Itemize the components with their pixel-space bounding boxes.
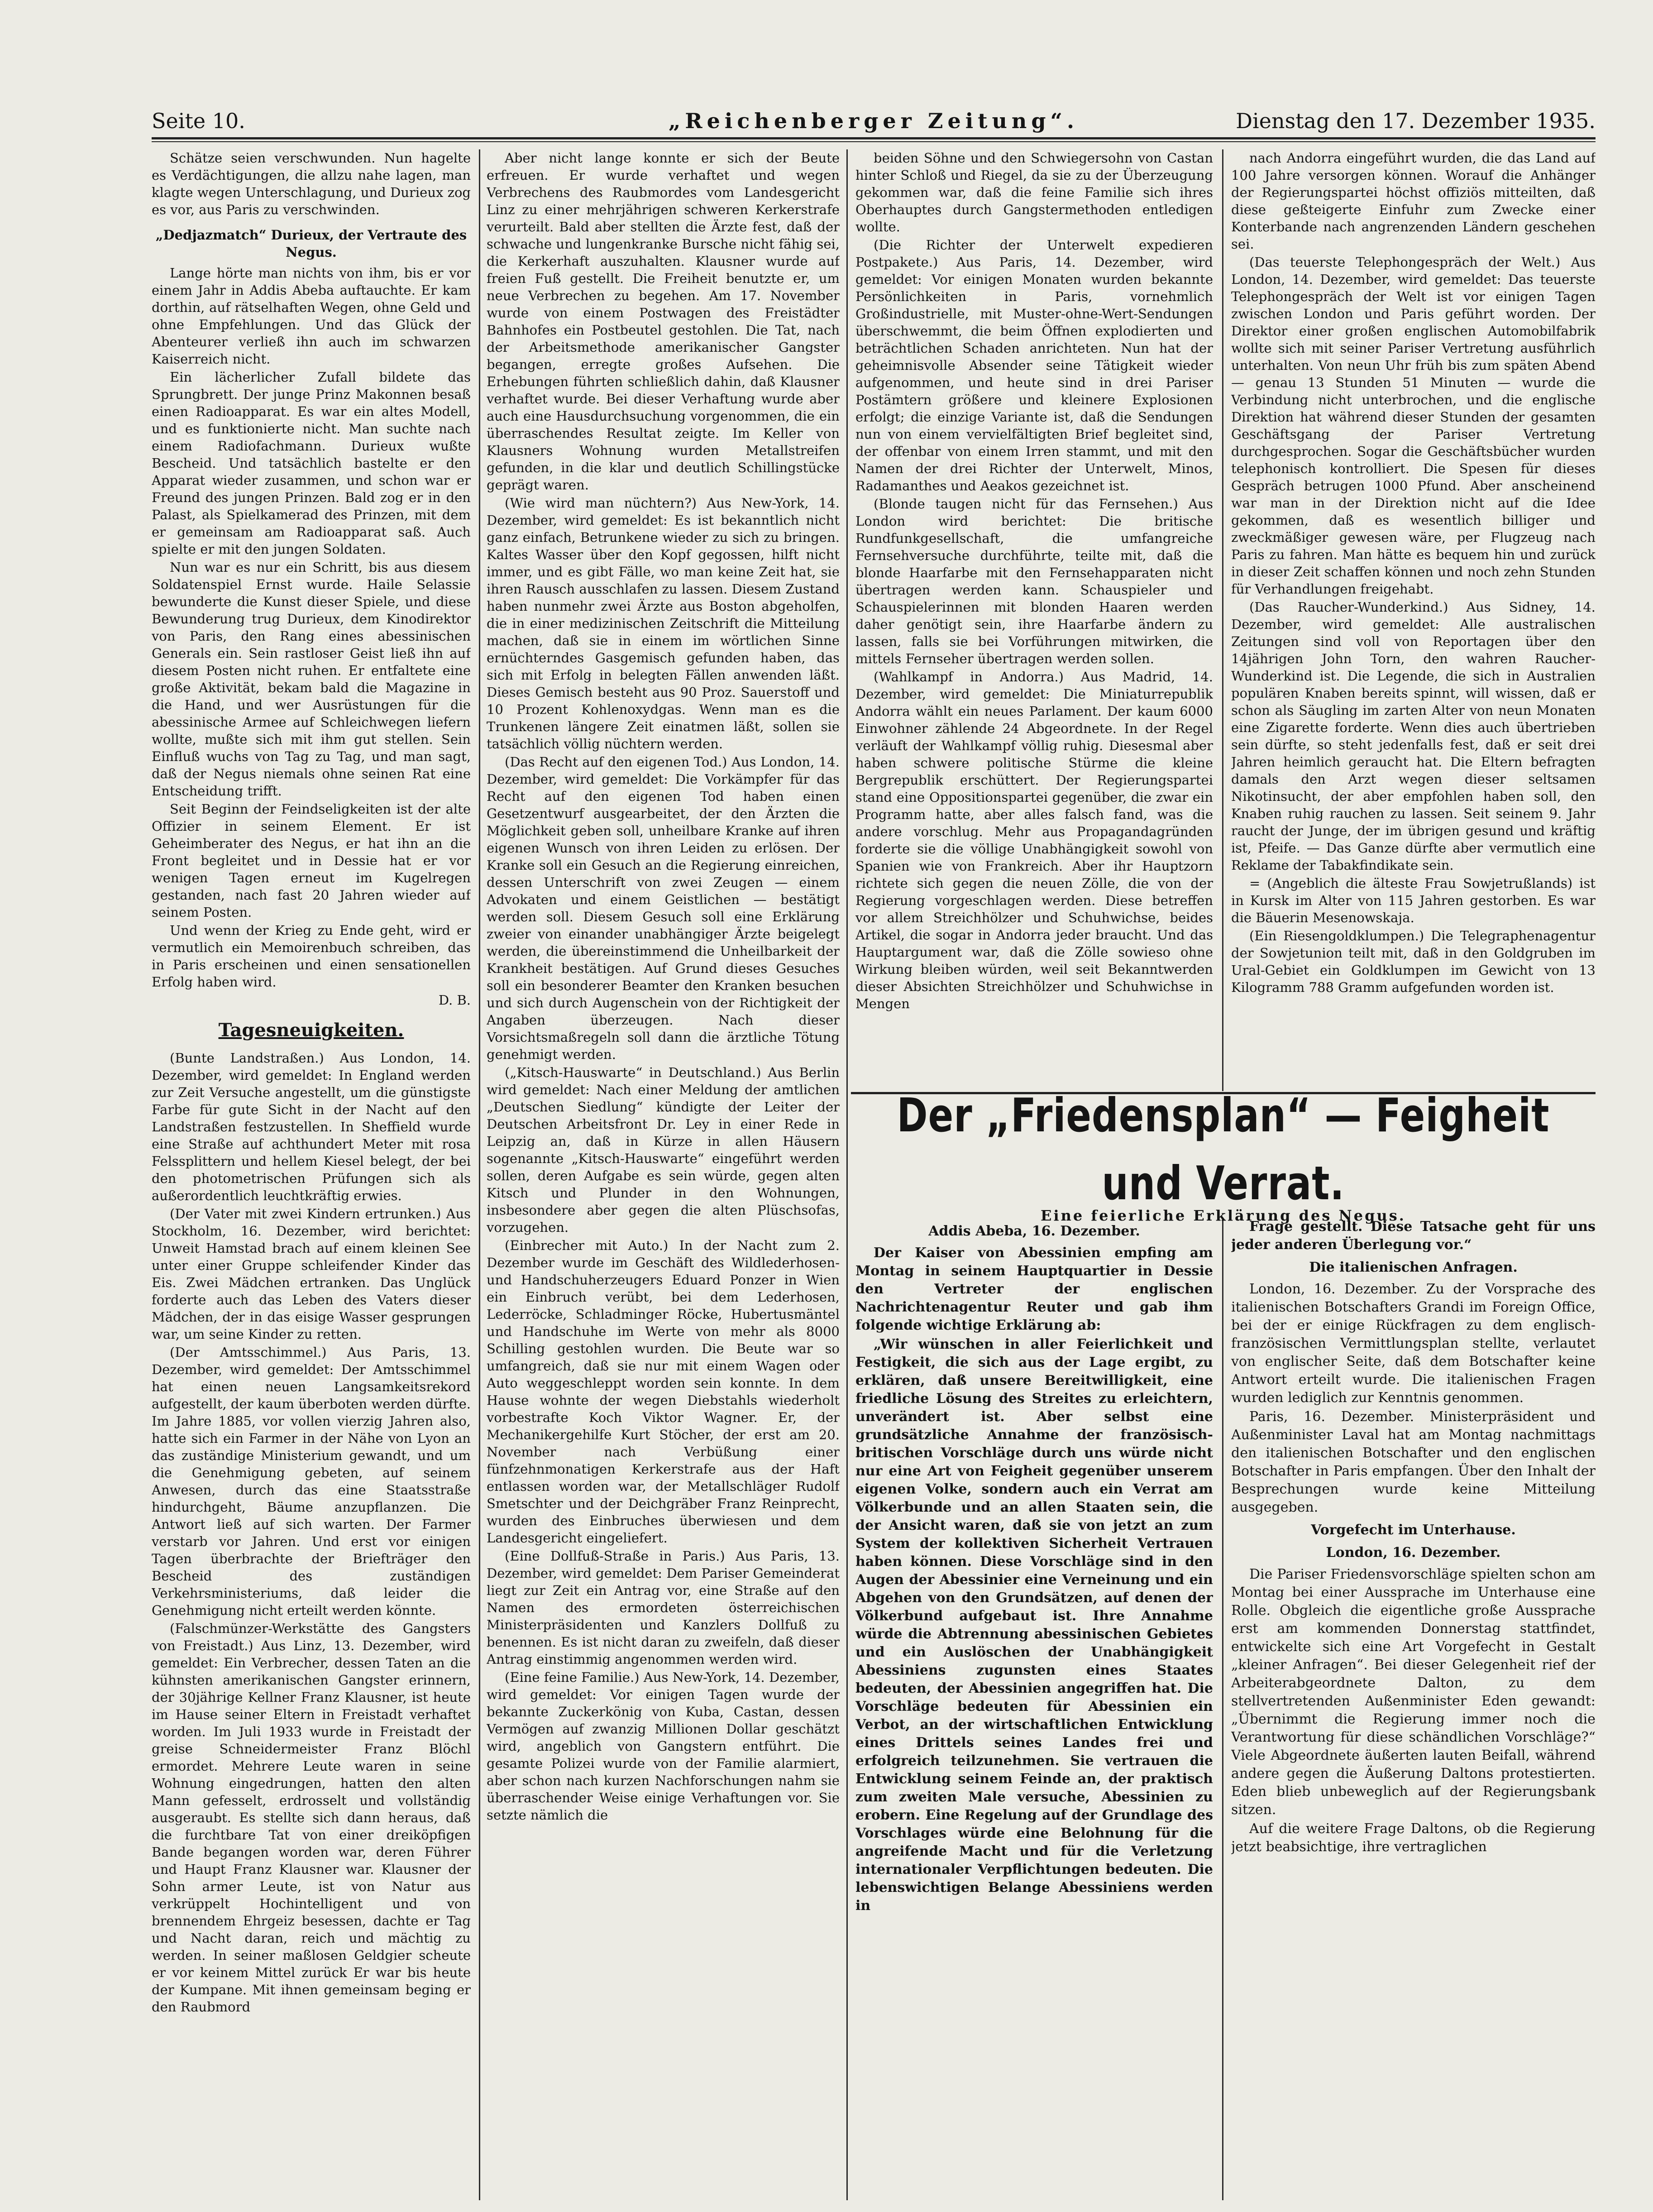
article-text: „Wir wünschen in aller Feierlichkeit und Festigkeit, die sich aus der Lage ergibt, zu erklären, daß unsere Bereitwilligkeit, eine friedliche Lösung des Streites zu erleichtern, unverändert ist. Aber selbst eine grundsätzliche Annahme der französisch-britischen Vorschläge durch uns würde nicht nur eine Art von Feigheit gegenüber unserem eigenen Volke, sondern auch ein Verrat am Völkerbunde und an allen Staaten sein, die der Ansicht waren, daß sie von jetzt an zum System der kollektiven Sicherheit Vertrauen haben können. Diese Vorschläge sind in den Augen der Abessinier eine Verneinung und ein Abgehen von den Grundsätzen, auf denen der Völkerbund aufgebaut ist. Ihre Annahme würde die Abtrennung abessinischen Gebietes und ein Auslöschen der Unabhängigkeit Abessiniens zugunsten eines Staates bedeuten, der Abessinien angegriffen hat. Die Vorschläge bedeuten für Abessinien ein Verbot, an der wirtschaftlichen Entwicklung eines Drittels seines Landes frei und erfolgreich teilzunehmen. Sie vertrauen die Entwicklung seinem Feinde an, der praktisch zum zweiten Male versuche, Abessinien zu erobern. Eine Regelung auf der Grundlage des Vorschlages würde eine Belohnung für die angreifende Macht und für die Verletzung internationaler Verpflichtungen bedeuten. Die lebenswichtigen Belange Abessiniens werden in	[855, 1336, 1213, 1914]
article-text: Und wenn der Krieg zu Ende geht, wird er vermutlich ein Memoirenbuch schreiben, das in Paris erscheinen und einen sensationellen Erfolg haben wird.	[152, 923, 471, 990]
article-text: Auf die weitere Frage Daltons, ob die Regierung jetzt beabsichtige, ihre vertraglichen	[1231, 1821, 1596, 1855]
page-number: Seite 10.	[152, 109, 245, 133]
page-header	[152, 105, 1596, 137]
article-text: Der Kaiser von Abessinien empfing am Montag in seinem Hauptquartier in Dessie den Vertreter der englischen Nachrichtenagentur Reuter und gab ihm folgende wichtige Erklärung ab:	[855, 1245, 1213, 1333]
news-item: (Wie wird man nüchtern?) Aus New-York, 14. Dezember, wird gemeldet: Es ist bekanntlich nicht ganz einfach, Betrunkene wieder zu sich zu bringen. Kaltes Wasser über den Kopf gegossen, hilft nicht immer, und es gibt Fälle, wo man keine Zeit hat, sie ihren Rausch ausschlafen zu lassen. Diesem Zustand haben nunmehr zwei Ärzte aus Boston abgeholfen, die in einer medizinischen Zeitschrift die Mitteilung machen, daß sie in einem im wörtlichen Sinne ernüchterndes Gasgemisch gefunden haben, das sich mit Erfolg in belegten Fällen anwenden läßt. Dieses Gemisch besteht aus 90 Proz. Sauerstoff und 10 Prozent Kohlenoxydgas. Wenn man es die Trunkenen längere Zeit einatmen läßt, sollen sie tatsächlich völlig nüchtern werden.	[487, 495, 840, 752]
newspaper-title: „Reichenberger Zeitung“.	[668, 109, 1079, 133]
main-headline: Der „Friedensplan“ — Feigheit und Verrat.	[897, 1089, 1550, 1211]
news-item: (Der Vater mit zwei Kindern ertrunken.) Aus Stockholm, 16. Dezember, wird berichtet: Unweit Hamstad brach auf einem kleinen See unter einer Gruppe schleifender Kinder das Eis. Zwei Mädchen ertranken. Das Unglück forderte auch das Leben des Vaters dieser Mädchen, der in das eisige Wasser gesprungen war, um seine Kinder zu retten.	[152, 1206, 471, 1342]
column-rule-1	[479, 149, 480, 2200]
column-4	[1231, 149, 1596, 1087]
news-item: (Blonde taugen nicht für das Fernsehen.) Aus London wird berichtet: Die britische Rundfunkgesellschaft, die umfangreiche Fernsehversuche durchführte, teilte mit, daß die blonde Haarfarbe mit den Fernsehapparaten nicht übertragen werden kann. Schauspieler und Schauspielerinnen mit blonden Haaren werden daher genötigt sein, ihre Haarfarbe ändern zu lassen, falls sie bei Vorführungen mitwirken, die mittels Fernseher übertragen werden sollen.	[855, 496, 1213, 666]
column-5	[855, 1218, 1213, 2200]
column-1	[152, 149, 471, 2200]
news-item: (Einbrecher mit Auto.) In der Nacht zum 2. Dezember wurde im Geschäft des Wildlederhosen- und Handschuherzeugers Eduard Ponzer in Wien ein Einbruch verübt, bei dem Lederhosen, Lederröcke, Schladminger Röcke, Hubertusmäntel und Handschuhe im Werte von mehr als 8000 Schilling gestohlen wurden. Die Beute war so umfangreich, daß sie nur mit einem Wagen oder Auto weggeschleppt worden sein konnte. In dem Hause wohnte der wegen Diebstahls wiederholt vorbestrafte Koch Viktor Wagner. Er, der Mechanikergehilfe Kurt Stöcher, der erst am 20. November nach Verbüßung einer fünfzehnmonatigen Kerkerstrafe aus der Haft entlassen worden war, der Metallschläger Rudolf Smetschter und der Deichgräber Franz Reinprecht, wurden des Einbruches überwiesen und dem Landesgericht eingeliefert.	[487, 1238, 840, 1546]
dateline: London, 16. Dezember.	[1326, 1545, 1501, 1561]
news-item: („Kitsch-Hauswarte“ in Deutschland.) Aus Berlin wird gemeldet: Nach einer Meldung der amtlichen „Deutschen Siedlung“ kündigte der Leiter der Deutschen Arbeitsfront Dr. Ley in einer Rede in Leipzig an, daß in Kürze in allen Häusern sogenannte „Kitsch-Hauswarte“ eingeführt werden sollen, deren Aufgabe es sein würde, gegen alten Kitsch und Plunder in den Wohnungen, insbesondere aber gegen die alten Plüschsofas, vorzugehen.	[487, 1065, 840, 1235]
news-item: (Falschmünzer-Werkstätte des Gangsters von Freistadt.) Aus Linz, 13. Dezember, wird gemeldet: Ein Verbrecher, dessen Taten an die kühnsten amerikanischen Gangster erinnern, der 30jährige Kellner Franz Klausner, ist heute im Hause seiner Eltern in Freistadt verhaftet worden. Im Juli 1933 wurde in Freistadt der greise Schneidermeister Franz Blöchl ermordet. Mehrere Leute waren in seine Wohnung eingedrungen, hatten den alten Mann gefesselt, erdrosselt und vollständig ausgeraubt. Es stellte sich dann heraus, daß die furchtbare Tat von einer dreiköpfigen Bande begangen worden war, deren Führer und Haupt Franz Klausner war. Klausner der Sohn armer Leute, ist von Natur aus verkrüppelt Hochintelligent und von brennendem Ehrgeiz besessen, dachte er Tag und Nacht daran, reich und mächtig zu werden. In seiner maßlosen Geldgier scheute er vor keinem Mittel zurück Er war bis heute der Kumpane. Mit ihnen gemeinsam beging er den Raubmord	[152, 1621, 471, 2015]
section-heading: Tagesneuigkeiten.	[218, 1020, 404, 1041]
header-rule-thin	[152, 141, 1596, 142]
news-item: (Der Amtsschimmel.) Aus Paris, 13. Dezember, wird gemeldet: Der Amtsschimmel hat einen neuen Langsamkeitsrekord aufgestellt, der kaum überboten werden dürfte. Im Jahre 1885, vor vollen vierzig Jahren also, hatte sich ein Farmer in der Nähe von Lyon an das zuständige Ministerium gewandt, und um die Genehmigung gebeten, auf seinem Anwesen, durch das eine Staatsstraße hindurchgeht, Bäume anzupflanzen. Die Antwort ließ auf sich warten. Der Farmer verstarb vor Jahren. Und erst vor einigen Tagen überbrachte der Briefträger den Bescheid des zuständigen Verkehrsministeriums, daß leider die Genehmigung nicht erteilt werden könnte.	[152, 1345, 471, 1618]
news-item: nach Andorra eingeführt wurden, die das Land auf 100 Jahre versorgen können. Worauf die Anhänger der Regierungspartei höchst offiziös mitteilten, daß diese geßteigerte Einfuhr zum Zwecke einer Konterbande nach angrenzenden Ländern geschehen sei.	[1231, 150, 1596, 252]
main-headline-block	[851, 1089, 1596, 1224]
news-item: = (Angeblich die älteste Frau Sowjetrußlands) ist in Kursk im Alter von 115 Jahren gestorben. Es war die Bäuerin Mesenowskaja.	[1231, 876, 1596, 925]
article-text: Paris, 16. Dezember. Ministerpräsident und Außenminister Laval hat am Montag nachmittags den italienischen Botschafter und den englischen Botschafter in Paris empfangen. Über den Inhalt der Besprechungen wurde keine Mitteilung ausgegeben.	[1231, 1409, 1596, 1515]
article-text: Ein lächerlicher Zufall bildete das Sprungbrett. Der junge Prinz Makonnen besaß einen Radioapparat. Es war ein altes Modell, und es funktionierte nicht. Man suchte nach einem Radiofachmann. Durieux wußte Bescheid. Und tatsächlich bastelte er den Apparat wieder zusammen, und schon war er Freund des jungen Prinzen. Bald zog er in den Palast, als Spielkamerad des Prinzen, mit dem er gemeinsam am Radioapparat saß. Auch spielte er mit den jungen Soldaten.	[152, 369, 471, 557]
news-item: (Eine feine Familie.) Aus New-York, 14. Dezember, wird gemeldet: Vor einigen Tagen wurde der bekannte Zuckerkönig von Kuba, Castan, dessen Vermögen auf zwanzig Millionen Dollar geschätzt wird, angeblich von Gangstern entführt. Die gesamte Polizei wurde von der Familie alarmiert, aber schon nach kurzen Nachforschungen nahm sie überraschender Weise einige Verhaftungen vor. Sie setzte nämlich die	[487, 1670, 840, 1823]
news-item: (Eine Dollfuß-Straße in Paris.) Aus Paris, 13. Dezember, wird gemeldet: Dem Pariser Gemeinderat liegt zur Zeit ein Antrag vor, eine Straße auf den Namen des ermordeten österreichischen Ministerpräsidenten und Kanzlers Dollfuß zu benennen. Es ist nicht daran zu zweifeln, daß dieser Antrag einstimmig angenommen werden wird.	[487, 1548, 840, 1667]
subheading: Die italienischen Anfragen.	[1309, 1259, 1518, 1275]
column-rule-3	[1222, 149, 1223, 1091]
news-item: beiden Söhne und den Schwiegersohn von Castan hinter Schloß und Riegel, da sie zu der Überzeugung gekommen war, daß die feine Familie sich ihres Oberhauptes durch Gangstermethoden entledigen wollte.	[855, 150, 1213, 235]
news-item: (Das Raucher-Wunderkind.) Aus Sidney, 14. Dezember, wird gemeldet: Alle australischen Zeitungen sind voll von Reportagen über den 14jährigen John Torn, den wahren Raucher-Wunderkind ist. Die Legende, die sich in Australien populären Knaben bereits spinnt, will wissen, daß er schon als Säugling im zarten Alter von neun Monaten eine Zigarette forderte. Wenn dies auch übertrieben sein dürfte, so steht jedenfalls fest, daß er seit drei Jahren heimlich geraucht hat. Die Eltern befragten damals den Arzt wegen dieser seltsamen Nikotinsucht, der aber empfohlen haben soll, den Knaben ruhig rauchen zu lassen. Seit seinem 9. Jahr raucht der Junge, der im übrigen gesund und kräftig ist, Pfeife. — Das Ganze dürfte aber vermutlich eine Reklame der Tabakfindikate sein.	[1231, 599, 1596, 873]
author-initials: D. B.	[438, 992, 471, 1008]
article-text: Die Pariser Friedensvorschläge spielten schon am Montag bei einer Aussprache im Unterhause eine Rolle. Obgleich die eigentliche große Aussprache erst am kommenden Donnerstag stattfindet, entwickelte sich eine Art Vorgefecht in Gestalt „kleiner Anfragen“. Bei dieser Gelegenheit rief der Arbeiterabgeordnete Dalton, zu dem stellvertretenden Außenminister Eden gewandt: „Übernimmt die Regierung immer noch die Verantwortung für diese schändlichen Vorschläge?“ Viele Abgeordnete äußerten lauten Beifall, während andere gegen die Äußerung Daltons protestierten. Eden blieb unbeweglich auf der Regierungsbank sitzen.	[1231, 1566, 1596, 1818]
news-item: (Wahlkampf in Andorra.) Aus Madrid, 14. Dezember, wird gemeldet: Die Miniaturrepublik Andorra wählt ein neues Parlament. Der kaum 6000 Einwohner zählende 24 Abgeordnete. In der Regel verläuft der Wahlkampf völlig ruhig. Diesesmal aber haben schwere politische Stürme die kleine Bergrepublik erschüttert. Der Regierungspartei stand eine Oppositionspartei gegenüber, die zwar ein Programm hatte, aber alles falsch fand, was die andere vorschlug. Mehr aus Propagandagründen forderte sie die völlige Unabhängigkeit sowohl von Spanien wie von Frankreich. Aber ihr Hauptzorn richtete sich gegen die neuen Zölle, die von der Regierung vorgeschlagen werden. Diese betreffen vor allem Streichhölzer und Schuhwichse, beides Artikel, die sogar in Andorra jeder braucht. Und das Hauptargument war, daß die Zölle sowieso ohne Wirkung bleiben würden, weil seit Bekanntwerden dieser Absichten Streichhölzer und Schuhwichse in Mengen	[855, 669, 1213, 1011]
article-text: Lange hörte man nichts von ihm, bis er vor einem Jahr in Addis Abeba auftauchte. Er kam dorthin, auf rätselhaften Wegen, ohne Geld und ohne Empfehlungen. Und das Glück der Abenteurer verließ ihn auch im schwarzen Kaiserreich nicht.	[152, 265, 471, 367]
column-3	[855, 149, 1213, 1087]
article-text: Seit Beginn der Feindseligkeiten ist der alte Offizier in seinem Element. Er ist Geheimberater des Negus, er hat ihn an die Front begleitet und in Dessie hat er vor wenigen Tagen erneut im Kugelregen gestanden, nach fast 20 Jahren wieder auf seinem Posten.	[152, 801, 471, 920]
column-rule-4	[1222, 1218, 1223, 2200]
column-6	[1231, 1218, 1596, 2200]
news-item: Aber nicht lange konnte er sich der Beute erfreuen. Er wurde verhaftet und wegen Verbrechens des Raubmordes vom Landesgericht Linz zu einer mehrjährigen schweren Kerkerstrafe verurteilt. Bald aber stellten die Ärzte fest, daß der schwache und lungenkranke Bursche nicht fähig sei, die Kerkerhaft auszuhalten. Klausner wurde auf freien Fuß gestellt. Die Freiheit benutzte er, um neue Verbrechen zu begehen. Am 17. November wurde von einem Postwagen des Freistädter Bahnhofes ein Postbeutel gestohlen. Die Tat, nach der Arbeitsmethode amerikanischer Gangster begangen, erregte großes Aufsehen. Die Erhebungen führten schließlich dahin, daß Klausner verhaftet wurde. Bei dieser Verhaftung wurde aber auch eine Hausdurchsuchung vorgenommen, die ein überraschendes Resultat zeigte. Im Keller von Klausners Wohnung wurden Metallstreifen gefunden, in die klar und deutlich Schillingstücke geprägt waren.	[487, 150, 840, 493]
news-item: (Bunte Landstraßen.) Aus London, 14. Dezember, wird gemeldet: In England werden zur Zeit Versuche angestellt, um die günstigste Farbe für gute Sicht in der Nacht auf den Landstraßen festzustellen. In Sheffield wurde eine Straße auf achthundert Meter mit rosa Felssplittern und hellem Kiesel belegt, der bei den photometrischen Prüfungen sich als außerordentlich leuchtkräftig erwies.	[152, 1050, 471, 1203]
dateline: Addis Abeba, 16. Dezember.	[928, 1223, 1140, 1239]
subheading: „Dedjazmatch“ Durieux, der Vertraute des Negus.	[155, 227, 467, 260]
news-item: (Die Richter der Unterwelt expedieren Postpakete.) Aus Paris, 14. Dezember, wird gemeldet: Vor einigen Monaten wurden bekannte Persönlichkeiten in Paris, vornehmlich Großindustrielle, mit Muster-ohne-Wert-Sendungen überschwemmt, die beim Öffnen explodierten und beträchtlichen Schaden anrichteten. Nun hat der geheimnisvolle Absender seine Tätigkeit wieder aufgenommen, und heute sind in drei Pariser Postämtern größere und kleinere Explosionen erfolgt; die einzige Variante ist, daß die Sendungen nun von einem vervielfältigten Brief begleitet sind, der offenbar von einem Irren stammt, und mit den Namen der drei Richter der Unterwelt, Minos, Radamanthes und Aeakos gezeichnet ist.	[855, 237, 1213, 493]
main-subheadline: Eine feierliche Erklärung des Negus.	[1041, 1207, 1406, 1224]
article-text: Frage gestellt. Diese Tatsache geht für uns jeder anderen Überlegung vor.“	[1231, 1219, 1596, 1253]
news-item: (Das Recht auf den eigenen Tod.) Aus London, 14. Dezember, wird gemeldet: Die Vorkämpfer für das Recht auf den eigenen Tod haben einen Gesetzentwurf ausgearbeitet, der den Ärzten die Möglichkeit geben soll, unheilbare Kranke auf ihren eigenen Wunsch von ihren Leiden zu erlösen. Der Kranke soll ein Gesuch an die Regierung einreichen, dessen Unterschrift von zwei Zeugen — einem Advokaten und einem Geistlichen — bestätigt werden soll. Diesem Gesuch soll eine Erklärung zweier von einander unabhängiger Ärzte beigelegt werden, die übereinstimmend die Unheilbarkeit der Krankheit bestätigen. Auf Grund dieses Gesuches soll ein besonderer Beamter den Kranken besuchen und sich durch Augenschein von der Richtigkeit der Angaben überzeugen. Nach dieser Vorsichtsmaßregeln soll dann die ärztliche Tötung genehmigt werden.	[487, 754, 840, 1062]
article-text: Schätze seien verschwunden. Nun hagelte es Verdächtigungen, die allzu nahe lagen, man klagte wegen Unterschlagung, und Durieux zog es vor, aus Paris zu verschwinden.	[152, 150, 471, 217]
article-text: London, 16. Dezember. Zu der Vorsprache des italienischen Botschafters Grandi im Foreign Office, bei der er einige Rückfragen zu dem englisch-französischen Vermittlungsplan stellte, verlautet von englischer Seite, daß dem Botschafter keine Antwort erteilt wurde. Die italienischen Fragen wurden lediglich zur Kenntnis genommen.	[1231, 1281, 1596, 1406]
news-item: (Das teuerste Telephongespräch der Welt.) Aus London, 14. Dezember, wird gemeldet: Das teuerste Telephongespräch der Welt ist vor einigen Tagen zwischen London und Paris geführt worden. Der Direktor einer großen englischen Automobilfabrik wollte sich mit seiner Pariser Vertretung ausführlich unterhalten. Von neun Uhr früh bis zum späten Abend — genau 13 Stunden 51 Minuten — wurde die Verbindung nicht unterbrochen, und die englische Direktion hat während dieser Stunden der gesamten Geschäftsgang der Pariser Vertretung durchgesprochen. Sogar die Geschäftsbücher wurden telephonisch kontrolliert. Die Spesen für dieses Gespräch betrugen 1000 Pfund. Aber anscheinend war man in der Direktion nicht auf die Idee gekommen, daß es wesentlich billiger und zweckmäßiger gewesen wäre, per Flugzeug nach Paris zu fahren. Man hätte es bequem hin und zurück in dieser Zeit schaffen können und noch zehn Stunden für Verhandlungen freigehabt.	[1231, 254, 1596, 597]
subheading: Vorgefecht im Unterhause.	[1311, 1522, 1516, 1538]
article-text: Nun war es nur ein Schritt, bis aus diesem Soldatenspiel Ernst wurde. Haile Selassie bewunderte die Kunst dieser Spiele, und diese Bewunderung trug Durieux, dem Kinodirektor von Paris, den Rang eines abessinischen Generals ein. Sein rastloser Geist ließ ihn auf diesem Posten nicht ruhen. Er entfaltete eine große Aktivität, bekam bald die Magazine in die Hand, und wer Ausrüstungen für die abessinische Armee auf Schleichwegen liefern wollte, mußte sich mit ihm gut stellen. Sein Einfluß wuchs von Tag zu Tag, und man sagt, daß der Negus niemals ohne seinen Rat eine Entscheidung trifft.	[152, 560, 471, 799]
column-rule-2	[846, 149, 848, 2200]
news-item: (Ein Riesengoldklumpen.) Die Telegraphenagentur der Sowjetunion teilt mit, daß in den Goldgruben im Ural-Gebiet ein Goldklumpen im Gewicht von 13 Kilogramm 788 Gramm aufgefunden worden ist.	[1231, 928, 1596, 995]
header-rule	[152, 137, 1596, 139]
issue-date: Dienstag den 17. Dezember 1935.	[1236, 109, 1596, 133]
column-2	[487, 149, 840, 2200]
